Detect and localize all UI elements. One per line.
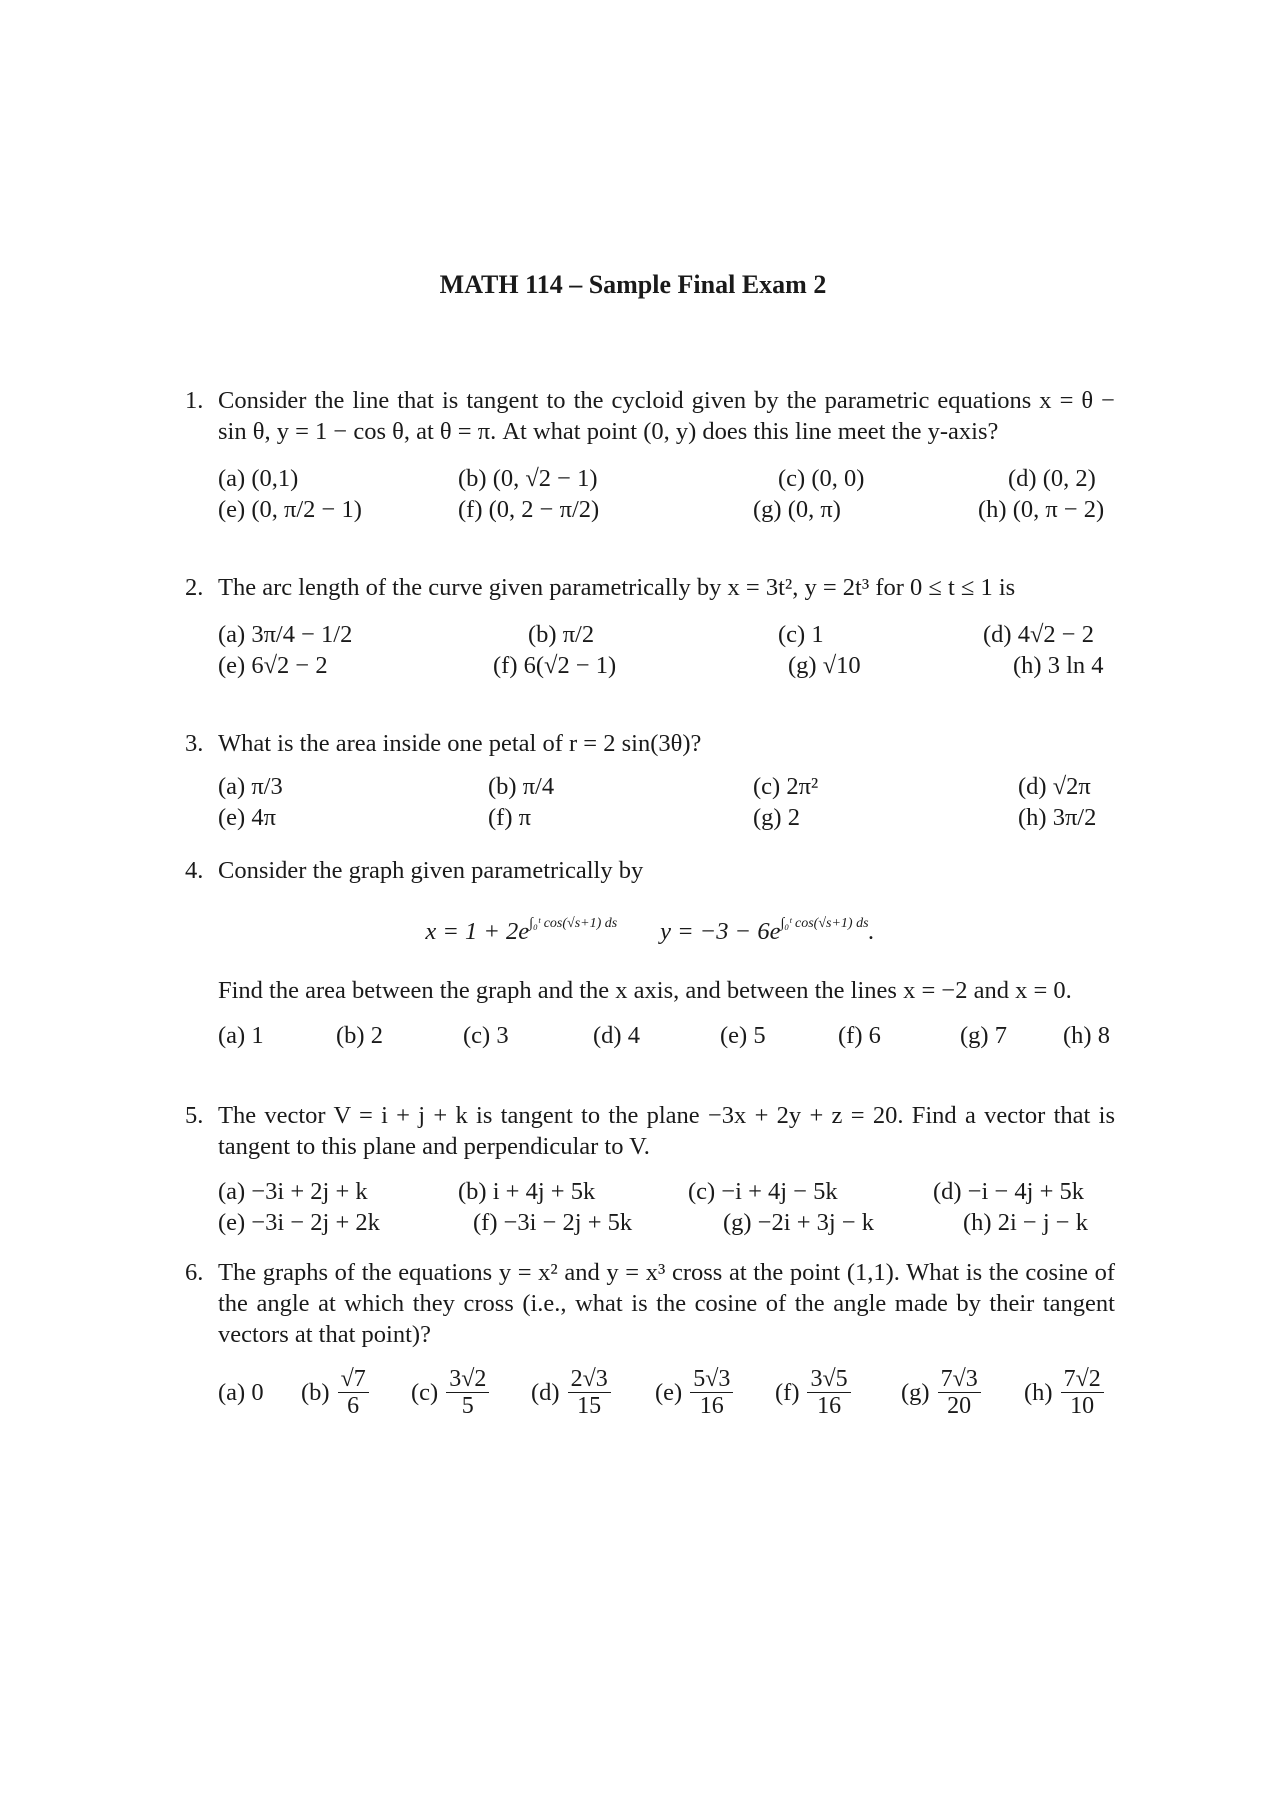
question-4 [185, 855, 1115, 1051]
question-text: The graphs of the equations y = x² and y = x³ cross at the point (1,1). What is the cosine of the angle at which they cross (i.e., what is the cosine of the angle made by their tangent vectors at that point)? [218, 1259, 1115, 1348]
choice-h: (h) (0, π − 2) [978, 496, 1105, 523]
choice-b: (b) $\frac{√7}{6}$ [301, 1360, 369, 1424]
fraction: $\frac{2√3}{15}$ [568, 1366, 611, 1419]
choice-d: (d) √2π [1018, 773, 1091, 800]
choice-b: (b) i + 4j + 5k [458, 1178, 596, 1205]
choice-h: (h) 8 [1063, 1022, 1110, 1049]
choice-f: (f) π [488, 804, 531, 831]
choice-e: (e) $\frac{5√3}{16}$ [655, 1360, 733, 1424]
fraction: $\frac{3√5}{16}$ [807, 1366, 850, 1419]
question-text: Consider the line that is tangent to the cycloid given by the parametric equations x = θ − sin θ, y = 1 − cos θ, at θ = π. At what point (0, y) does this line meet the y-axis? [218, 387, 1115, 445]
equation-x: $x = 1 + 2e^{\int_0ᵗ cos(√s+1) ds}$ [425, 916, 618, 945]
choice-g: (g) 2 [753, 804, 800, 831]
question-number: 5. [185, 1102, 204, 1129]
choice-f: (f) (0, 2 − π/2) [458, 496, 600, 523]
choice-a: (a) −3i + 2j + k [218, 1178, 368, 1205]
answer-choices [218, 771, 1115, 833]
question-1 [185, 385, 1115, 525]
answer-choices [218, 1176, 1115, 1238]
choice-e: (e) 5 [720, 1022, 766, 1049]
choice-d: (d) −i − 4j + 5k [933, 1178, 1085, 1205]
choice-g: (g) $\frac{7√3}{20}$ [901, 1360, 981, 1424]
question-2 [185, 572, 1115, 681]
choice-h: (h) $\frac{7√2}{10}$ [1024, 1360, 1104, 1424]
answer-choices [218, 463, 1115, 525]
choice-d: (d) $\frac{2√3}{15}$ [531, 1360, 611, 1424]
equation-y: $y = -3 - 6e^{\int_0ᵗ cos(√s+1) ds}$. [660, 916, 875, 945]
question-number: 6. [185, 1259, 204, 1286]
choice-g: (g) −2i + 3j − k [723, 1209, 875, 1236]
choice-e: (e) (0, π/2 − 1) [218, 496, 362, 523]
fraction: $\frac{7√2}{10}$ [1061, 1366, 1104, 1419]
choice-c: (c) 3 [463, 1022, 509, 1049]
choice-b: (b) 2 [336, 1022, 383, 1049]
choice-d: (d) 4√2 − 2 [983, 621, 1094, 648]
question-text: The arc length of the curve given parametrically by x = 3t², y = 2t³ for 0 ≤ t ≤ 1 is [218, 574, 1016, 601]
choice-b: (b) π/2 [528, 621, 595, 648]
parametric-equations [185, 908, 1115, 947]
choice-f: (f) 6 [838, 1022, 881, 1049]
choice-a: (a) 1 [218, 1022, 264, 1049]
question-text: What is the area inside one petal of r = 2 sin(3θ)? [218, 730, 702, 757]
choice-c: (c) (0, 0) [778, 465, 865, 492]
choice-b: (b) π/4 [488, 773, 555, 800]
choice-c: (c) 1 [778, 621, 824, 648]
answer-choices [218, 1020, 1115, 1051]
choice-h: (h) 2i − j − k [963, 1209, 1088, 1236]
choice-d: (d) (0, 2) [1008, 465, 1096, 492]
choice-a: (a) 0 [218, 1378, 264, 1406]
question-text: The vector V = i + j + k is tangent to the plane −3x + 2y + z = 20. Find a vector that is tangent to this plane and perpendicular to V. [218, 1102, 1115, 1160]
choice-h: (h) 3 ln 4 [1013, 652, 1104, 679]
question-6 [185, 1257, 1115, 1424]
question-number: 2. [185, 574, 204, 601]
choice-f: (f) $\frac{3√5}{16}$ [775, 1360, 851, 1424]
question-number: 4. [185, 857, 204, 884]
choice-a: (a) π/3 [218, 773, 283, 800]
question-text-2: Find the area between the graph and the x axis, and between the lines x = −2 and x = 0. [218, 977, 1072, 1004]
choice-g: (g) (0, π) [753, 496, 841, 523]
choice-g: (g) 7 [960, 1022, 1007, 1049]
question-5 [185, 1100, 1115, 1238]
choice-h: (h) 3π/2 [1018, 804, 1097, 831]
fraction: $\frac{√7}{6}$ [338, 1366, 369, 1419]
choice-f: (f) 6(√2 − 1) [493, 652, 617, 679]
choice-e: (e) −3i − 2j + 2k [218, 1209, 380, 1236]
question-number: 3. [185, 730, 204, 757]
choice-f: (f) −3i − 2j + 5k [473, 1209, 633, 1236]
question-number: 1. [185, 387, 204, 414]
choice-c: (c) −i + 4j − 5k [688, 1178, 838, 1205]
question-text: Consider the graph given parametrically by [218, 857, 644, 884]
answer-choices [218, 619, 1115, 681]
choice-g: (g) √10 [788, 652, 861, 679]
choice-c: (c) $\frac{3√2}{5}$ [411, 1360, 489, 1424]
choice-e: (e) 6√2 − 2 [218, 652, 328, 679]
choice-b: (b) (0, √2 − 1) [458, 465, 598, 492]
choice-a: (a) 3π/4 − 1/2 [218, 621, 353, 648]
fraction: $\frac{3√2}{5}$ [446, 1366, 489, 1419]
choice-a: (a) (0,1) [218, 465, 299, 492]
page-title: MATH 114 – Sample Final Exam 2 [439, 270, 827, 299]
choice-d: (d) 4 [593, 1022, 640, 1049]
choice-e: (e) 4π [218, 804, 276, 831]
choice-c: (c) 2π² [753, 773, 819, 800]
fraction: $\frac{5√3}{16}$ [690, 1366, 733, 1419]
question-3 [185, 728, 1115, 833]
answer-choices [218, 1360, 1115, 1424]
fraction: $\frac{7√3}{20}$ [938, 1366, 981, 1419]
